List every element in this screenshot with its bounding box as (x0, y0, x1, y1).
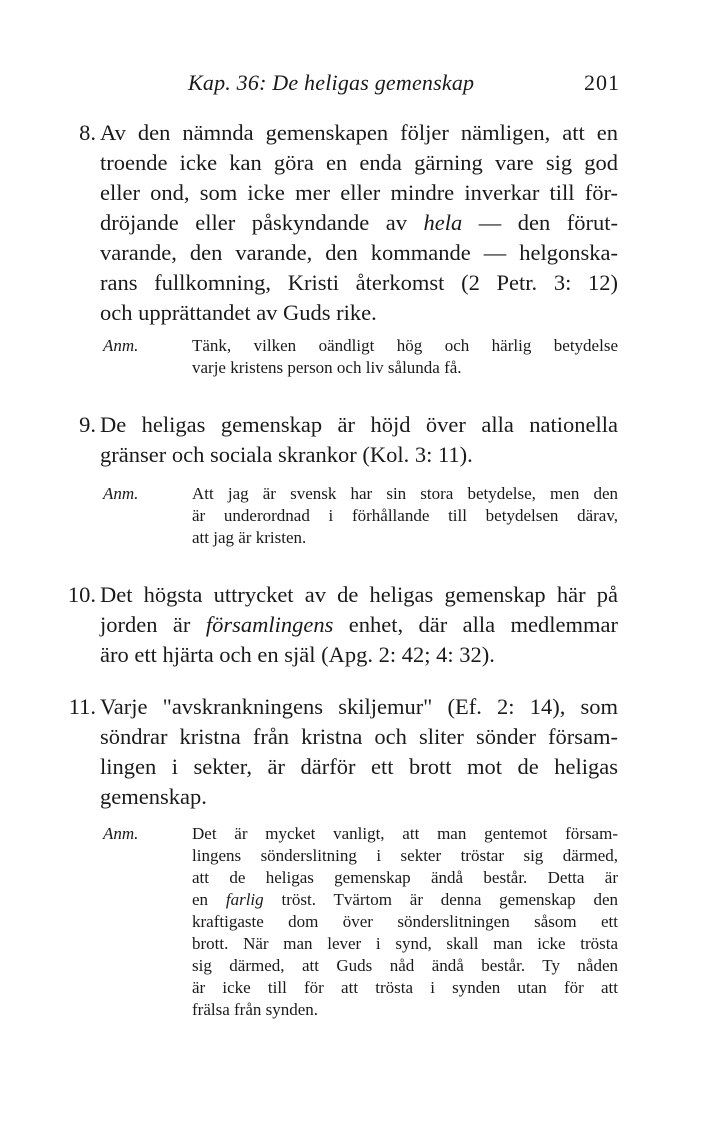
section-number: 8. (79, 120, 96, 145)
text-line: frälsa från synden. (192, 1000, 319, 1019)
text-line: gränser och sociala skrankor (Kol. 3: 11). (100, 442, 473, 467)
text-line: eller ond, som icke mer eller mindre inverkar till för- (100, 180, 618, 205)
text-run: dröjande eller påskyndande av (100, 210, 407, 235)
text-line: Tänk, vilken oändligt hög och härlig betydelse (192, 336, 618, 355)
text-line: är underordnad i förhållande till betydelsen därav, (192, 506, 618, 525)
text-line (100, 208, 618, 238)
section-number: 10. (67, 582, 96, 607)
text-line: rans fullkomning, Kristi återkomst (2 Petr. 3: 12) (100, 270, 618, 295)
section-text (100, 692, 618, 812)
text-line: att jag är kristen. (192, 528, 307, 547)
text-line: gemenskap. (100, 784, 207, 809)
text-line (192, 889, 618, 911)
text-line: Varje "avskrankningens skiljemur" (Ef. 2: 14), som (100, 694, 618, 719)
annotation-label: Anm. (103, 336, 139, 355)
annotation-label: Anm. (103, 484, 139, 503)
section-text (100, 118, 618, 328)
section-text (100, 410, 618, 470)
annotation-text (192, 483, 618, 549)
section-number: 9. (79, 412, 96, 437)
text-run: en (192, 890, 209, 909)
text-line: varje kristens person och liv sålunda få. (192, 358, 462, 377)
annotation-text (192, 823, 618, 1021)
section-number: 11. (68, 694, 96, 719)
text-line: söndrar kristna från kristna och sliter sönder försam- (100, 724, 618, 749)
page-header (100, 70, 620, 106)
text-line: äro ett hjärta och en själ (Apg. 2: 42; 4: 32). (100, 642, 495, 667)
emphasis-text: församlingens (205, 612, 334, 637)
text-line (100, 610, 618, 640)
text-line: lingens sönderslitning i sekter tröstar sig därmed, (192, 846, 618, 865)
text-line: sig därmed, att Guds nåd ändå består. Ty nåden (192, 956, 618, 975)
text-run: enhet, där alla medlemmar (348, 612, 619, 637)
emphasis-text: farlig (225, 890, 264, 909)
text-line: och upprättandet av Guds rike. (100, 300, 377, 325)
text-line: Att jag är svensk har sin stora betydelse, men den (192, 484, 618, 503)
text-run: jorden är (100, 612, 191, 637)
text-line: Det högsta uttrycket av de heligas gemenskap här på (100, 582, 618, 607)
annotation-text (192, 335, 618, 379)
annotation-label: Anm. (103, 824, 139, 843)
section-text (100, 580, 618, 670)
text-line: att de heligas gemenskap ändå består. Detta är (192, 868, 618, 887)
text-run: tröst. Tvärtom är denna gemenskap den (281, 890, 619, 909)
text-line: kraftigaste dom över sönderslitningen såsom ett (192, 912, 618, 931)
emphasis-text: hela (423, 210, 463, 235)
page-number: 201 (584, 70, 620, 95)
running-title: Kap. 36: De heligas gemenskap (188, 70, 475, 95)
text-line: troende icke kan göra en enda gärning vare sig god (100, 150, 618, 175)
text-line: Det är mycket vanligt, att man gentemot försam- (192, 824, 618, 843)
text-line: brott. När man lever i synd, skall man icke trösta (192, 934, 618, 953)
text-line: Av den nämnda gemenskapen följer nämligen, att en (100, 120, 618, 145)
text-run: — den förut- (478, 210, 619, 235)
text-line: är icke till för att trösta i synden utan för att (192, 978, 618, 997)
text-line: varande, den varande, den kommande — helgonska- (100, 240, 618, 265)
text-line: lingen i sekter, är därför ett brott mot de heligas (100, 754, 618, 779)
text-line: De heligas gemenskap är höjd över alla nationella (100, 412, 618, 437)
